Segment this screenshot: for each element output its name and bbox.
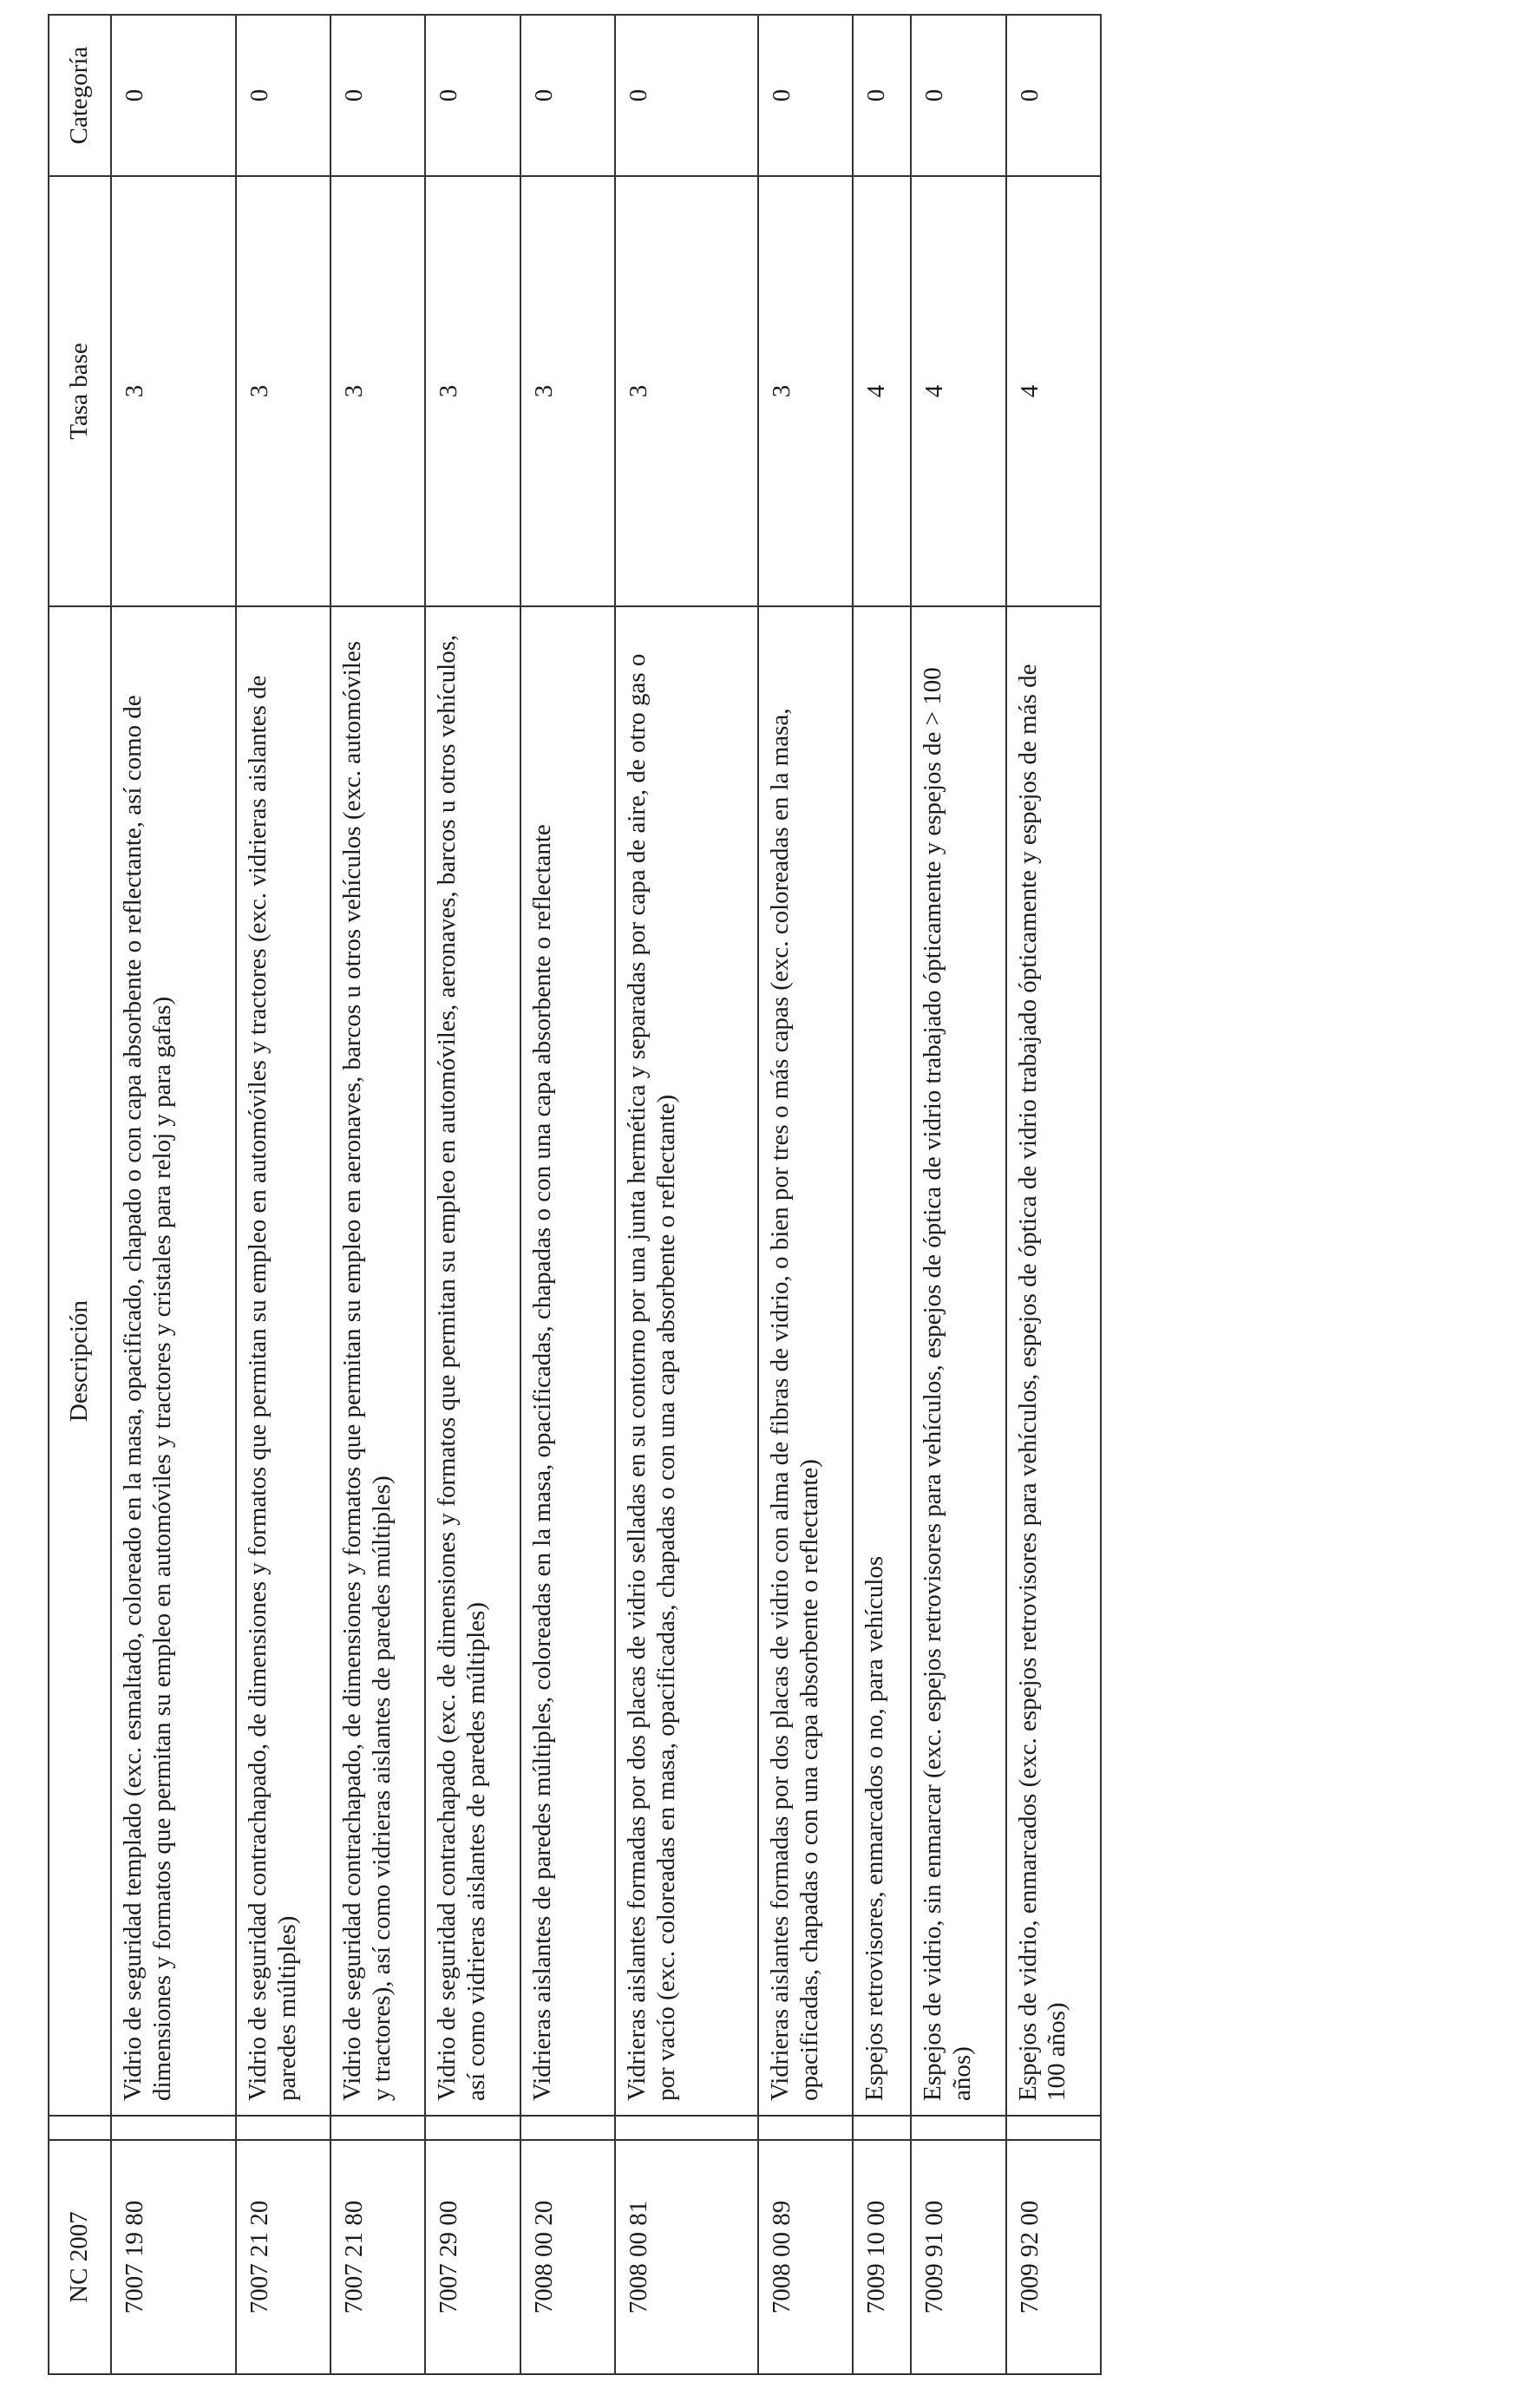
row-base-rate: 4 bbox=[1006, 176, 1101, 606]
row-spacer bbox=[1006, 2116, 1101, 2140]
row-code: 7007 21 80 bbox=[331, 2140, 425, 2374]
row-code: 7008 00 20 bbox=[520, 2140, 615, 2374]
table-body bbox=[111, 15, 1101, 2374]
row-category: 0 bbox=[111, 15, 236, 176]
table-row bbox=[1006, 15, 1101, 2374]
row-description: Vidrio de seguridad templado (exc. esmaltado, coloreado en la masa, opacificado, chapado o con capa absorbente o reflectante, así como de dimensiones y formatos que permitan su empleo en automóviles y tractores y cristales para reloj y para gafas) bbox=[111, 606, 236, 2116]
row-description: Vidrieras aislantes formadas por dos placas de vidrio con alma de fibras de vidrio, o bien por tres o más capas (exc. coloreadas en la masa, opacificadas, chapadas o con una capa absorbente o reflectante) bbox=[758, 606, 853, 2116]
row-description: Espejos retrovisores, enmarcados o no, para vehículos bbox=[853, 606, 911, 2116]
row-code: 7007 29 00 bbox=[425, 2140, 520, 2374]
header-category: Categoría bbox=[49, 15, 111, 176]
row-base-rate: 4 bbox=[911, 176, 1005, 606]
row-base-rate: 3 bbox=[236, 176, 331, 606]
table-header bbox=[49, 15, 111, 2374]
row-base-rate: 3 bbox=[758, 176, 853, 606]
row-category: 0 bbox=[758, 15, 853, 176]
row-description: Espejos de vidrio, enmarcados (exc. espejos retrovisores para vehículos, espejos de óptica de vidrio trabajado ópticamente y espejos de más de 100 años) bbox=[1006, 606, 1101, 2116]
row-base-rate: 4 bbox=[853, 176, 911, 606]
row-spacer bbox=[331, 2116, 425, 2140]
row-spacer bbox=[758, 2116, 853, 2140]
row-code: 7008 00 89 bbox=[758, 2140, 853, 2374]
row-spacer bbox=[520, 2116, 615, 2140]
row-base-rate: 3 bbox=[331, 176, 425, 606]
table-row bbox=[758, 15, 853, 2374]
row-category: 0 bbox=[520, 15, 615, 176]
row-description: Vidrio de seguridad contrachapado, de dimensiones y formatos que permitan su empleo en automóviles y tractores (exc. vidrieras aislantes de paredes múltiples) bbox=[236, 606, 331, 2116]
table-row bbox=[111, 15, 236, 2374]
header-row bbox=[49, 15, 111, 2374]
header-base-rate: Tasa base bbox=[49, 176, 111, 606]
table-row bbox=[236, 15, 331, 2374]
table-row bbox=[520, 15, 615, 2374]
header-spacer bbox=[49, 2116, 111, 2140]
tariff-table bbox=[48, 14, 1102, 2375]
row-category: 0 bbox=[1006, 15, 1101, 176]
row-base-rate: 3 bbox=[615, 176, 758, 606]
row-code: 7009 10 00 bbox=[853, 2140, 911, 2374]
row-spacer bbox=[853, 2116, 911, 2140]
table-row bbox=[853, 15, 911, 2374]
table-row bbox=[331, 15, 425, 2374]
row-category: 0 bbox=[615, 15, 758, 176]
row-spacer bbox=[911, 2116, 1005, 2140]
row-description: Espejos de vidrio, sin enmarcar (exc. espejos retrovisores para vehículos, espejos de óptica de vidrio trabajado ópticamente y espejos de > 100 años) bbox=[911, 606, 1005, 2116]
row-code: 7007 19 80 bbox=[111, 2140, 236, 2374]
row-description: Vidrio de seguridad contrachapado (exc. de dimensiones y formatos que permitan su empleo en automóviles, aeronaves, barcos u otros vehículos, así como vidrieras aislantes de paredes múltiples) bbox=[425, 606, 520, 2116]
table-row bbox=[911, 15, 1005, 2374]
table-row bbox=[615, 15, 758, 2374]
row-code: 7007 21 20 bbox=[236, 2140, 331, 2374]
row-base-rate: 3 bbox=[520, 176, 615, 606]
row-spacer bbox=[236, 2116, 331, 2140]
row-base-rate: 3 bbox=[425, 176, 520, 606]
row-category: 0 bbox=[853, 15, 911, 176]
table-row bbox=[425, 15, 520, 2374]
row-spacer bbox=[425, 2116, 520, 2140]
row-code: 7008 00 81 bbox=[615, 2140, 758, 2374]
row-code: 7009 92 00 bbox=[1006, 2140, 1101, 2374]
row-description: Vidrieras aislantes de paredes múltiples, coloreadas en la masa, opacificadas, chapadas o con una capa absorbente o reflectante bbox=[520, 606, 615, 2116]
header-code: NC 2007 bbox=[49, 2140, 111, 2374]
row-code: 7009 91 00 bbox=[911, 2140, 1005, 2374]
rotated-table-page bbox=[48, 16, 1102, 2375]
header-description: Descripción bbox=[49, 606, 111, 2116]
row-description: Vidrieras aislantes formadas por dos placas de vidrio selladas en su contorno por una junta hermética y separadas por capa de aire, de otro gas o por vacío (exc. coloreadas en masa, opacificadas, chapadas o con una capa absorbente o reflectante) bbox=[615, 606, 758, 2116]
row-category: 0 bbox=[425, 15, 520, 176]
row-description: Vidrio de seguridad contrachapado, de dimensiones y formatos que permitan su empleo en aeronaves, barcos u otros vehículos (exc. automóviles y tractores), así como vidrieras aislantes de paredes múltiples) bbox=[331, 606, 425, 2116]
row-category: 0 bbox=[331, 15, 425, 176]
row-category: 0 bbox=[911, 15, 1005, 176]
row-category: 0 bbox=[236, 15, 331, 176]
row-base-rate: 3 bbox=[111, 176, 236, 606]
row-spacer bbox=[111, 2116, 236, 2140]
row-spacer bbox=[615, 2116, 758, 2140]
